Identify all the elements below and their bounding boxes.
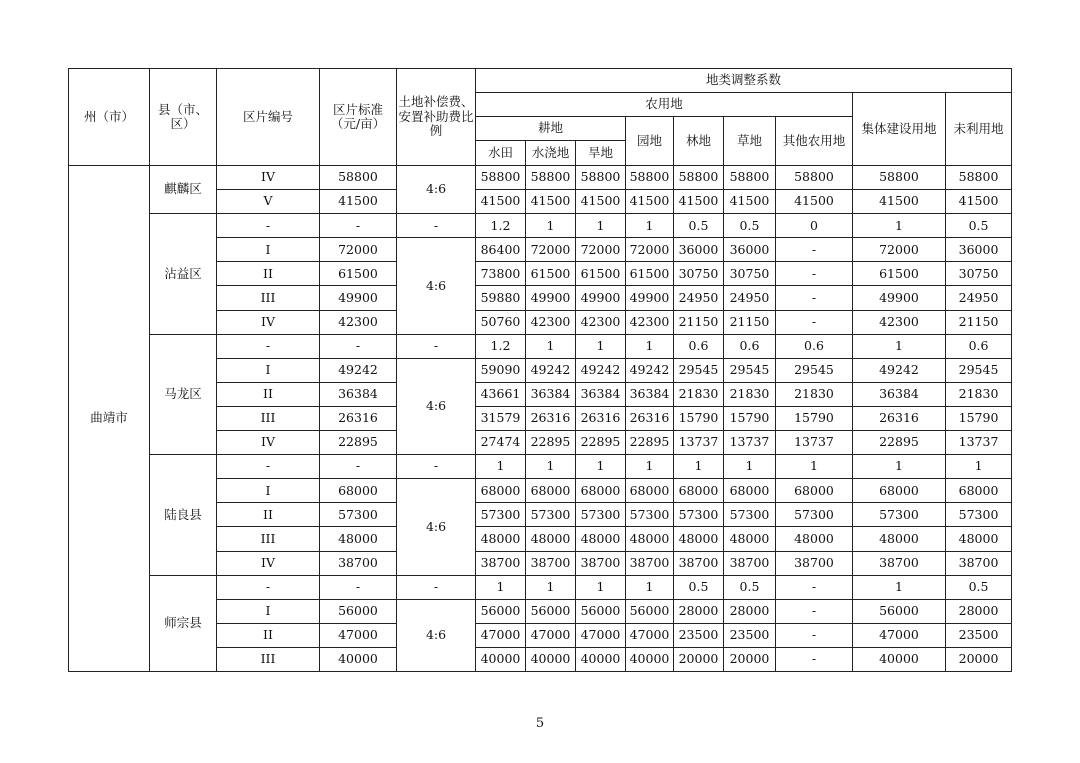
value-cell: 1 [576, 334, 626, 358]
value-cell: 36000 [946, 238, 1012, 262]
header-dry: 旱地 [576, 141, 626, 166]
value-cell: 58800 [626, 166, 674, 190]
value-cell: 47000 [626, 623, 674, 647]
value-cell: 42300 [853, 310, 946, 334]
piece-id-cell: III [217, 406, 320, 430]
value-cell: 58800 [674, 166, 724, 190]
header-forest: 林地 [674, 117, 724, 166]
value-cell: 58800 [576, 166, 626, 190]
value-cell: 0 [776, 214, 853, 238]
value-cell: 26316 [626, 406, 674, 430]
value-cell: 1 [674, 455, 724, 479]
value-cell: 50760 [476, 310, 526, 334]
standard-cell: 41500 [320, 190, 397, 214]
piece-id-cell: I [217, 238, 320, 262]
piece-id-cell: III [217, 647, 320, 671]
header-other-agri: 其他农用地 [776, 117, 853, 166]
value-cell: 42300 [526, 310, 576, 334]
value-cell: 57300 [776, 503, 853, 527]
value-cell: 28000 [946, 599, 1012, 623]
value-cell: 42300 [576, 310, 626, 334]
value-cell: 68000 [476, 479, 526, 503]
value-cell: 56000 [526, 599, 576, 623]
value-cell: 41500 [853, 190, 946, 214]
value-cell: 68000 [526, 479, 576, 503]
value-cell: 41500 [626, 190, 674, 214]
value-cell: 47000 [576, 623, 626, 647]
ratio-cell: 4:6 [397, 166, 476, 214]
piece-id-cell: II [217, 382, 320, 406]
header-paddy: 水田 [476, 141, 526, 166]
value-cell: - [776, 286, 853, 310]
value-cell: 57300 [626, 503, 674, 527]
value-cell: 72000 [576, 238, 626, 262]
value-cell: 1 [724, 455, 776, 479]
standard-cell: 49900 [320, 286, 397, 310]
value-cell: 1 [626, 455, 674, 479]
value-cell: 0.5 [724, 575, 776, 599]
table-body [69, 166, 1012, 672]
value-cell: 61500 [853, 262, 946, 286]
header-garden: 园地 [626, 117, 674, 166]
value-cell: 21150 [724, 310, 776, 334]
value-cell: 26316 [526, 406, 576, 430]
value-cell: 68000 [674, 479, 724, 503]
standard-cell: - [320, 575, 397, 599]
value-cell: 1 [853, 575, 946, 599]
value-cell: 29545 [946, 358, 1012, 382]
city-cell: 曲靖市 [69, 166, 150, 672]
district-cell: 马龙区 [150, 334, 217, 454]
piece-id-cell: I [217, 599, 320, 623]
value-cell: 1 [853, 334, 946, 358]
piece-id-cell: IV [217, 551, 320, 575]
value-cell: 0.6 [674, 334, 724, 358]
value-cell: 1 [576, 455, 626, 479]
header-piece-no: 区片编号 [217, 69, 320, 166]
standard-cell: 38700 [320, 551, 397, 575]
value-cell: 15790 [724, 406, 776, 430]
value-cell: 1.2 [476, 334, 526, 358]
district-cell: 沾益区 [150, 214, 217, 334]
piece-id-cell: V [217, 190, 320, 214]
coefficient-row [69, 214, 1012, 238]
header-ratio: 土地补偿费、安置补助费比例 [397, 69, 476, 166]
header-land-coeff: 地类调整系数 [476, 69, 1012, 93]
value-cell: 29545 [724, 358, 776, 382]
value-cell: 56000 [626, 599, 674, 623]
standard-cell: - [320, 214, 397, 238]
value-cell: 29545 [776, 358, 853, 382]
piece-id-cell: II [217, 623, 320, 647]
value-cell: 49242 [853, 358, 946, 382]
piece-id-cell: - [217, 575, 320, 599]
value-cell: 41500 [724, 190, 776, 214]
value-cell: 26316 [576, 406, 626, 430]
value-cell: 13737 [776, 431, 853, 455]
value-cell: 40000 [853, 647, 946, 671]
value-cell: 36000 [674, 238, 724, 262]
value-cell: 68000 [946, 479, 1012, 503]
value-cell: 59880 [476, 286, 526, 310]
value-cell: 1 [576, 214, 626, 238]
value-cell: 48000 [476, 527, 526, 551]
value-cell: 13737 [724, 431, 776, 455]
value-cell: 0.6 [946, 334, 1012, 358]
piece-id-cell: - [217, 334, 320, 358]
standard-cell: - [320, 455, 397, 479]
value-cell: 48000 [946, 527, 1012, 551]
value-cell: 57300 [724, 503, 776, 527]
value-cell: 48000 [776, 527, 853, 551]
header-xian: 县（市、区） [150, 69, 217, 166]
value-cell: 0.5 [946, 575, 1012, 599]
header-agri: 农用地 [476, 93, 853, 117]
compensation-table [68, 68, 1012, 672]
piece-id-cell: II [217, 503, 320, 527]
value-cell: 40000 [476, 647, 526, 671]
standard-cell: 68000 [320, 479, 397, 503]
value-cell: 36000 [724, 238, 776, 262]
ratio-cell: - [397, 575, 476, 599]
value-cell: 57300 [853, 503, 946, 527]
value-cell: - [776, 575, 853, 599]
value-cell: 49900 [526, 286, 576, 310]
value-cell: 68000 [776, 479, 853, 503]
value-cell: 20000 [946, 647, 1012, 671]
value-cell: 38700 [526, 551, 576, 575]
standard-cell: 56000 [320, 599, 397, 623]
value-cell: 56000 [853, 599, 946, 623]
header-standard: 区片标准（元/亩） [320, 69, 397, 166]
value-cell: 24950 [724, 286, 776, 310]
value-cell: 22895 [853, 431, 946, 455]
header-zhou: 州（市） [69, 69, 150, 166]
value-cell: 1 [576, 575, 626, 599]
piece-id-cell: II [217, 262, 320, 286]
value-cell: 43661 [476, 382, 526, 406]
value-cell: 23500 [724, 623, 776, 647]
value-cell: 20000 [674, 647, 724, 671]
value-cell: 48000 [576, 527, 626, 551]
value-cell: 1 [626, 575, 674, 599]
value-cell: 61500 [526, 262, 576, 286]
value-cell: 29545 [674, 358, 724, 382]
value-cell: 41500 [526, 190, 576, 214]
value-cell: 21150 [674, 310, 724, 334]
value-cell: 42300 [626, 310, 674, 334]
value-cell: 48000 [724, 527, 776, 551]
value-cell: 21830 [674, 382, 724, 406]
value-cell: 41500 [674, 190, 724, 214]
value-cell: 36384 [576, 382, 626, 406]
value-cell: 36384 [853, 382, 946, 406]
ratio-cell: - [397, 214, 476, 238]
value-cell: 15790 [776, 406, 853, 430]
value-cell: 22895 [626, 431, 674, 455]
value-cell: 40000 [526, 647, 576, 671]
value-cell: 22895 [526, 431, 576, 455]
standard-cell: 72000 [320, 238, 397, 262]
piece-id-cell: III [217, 286, 320, 310]
value-cell: 61500 [576, 262, 626, 286]
value-cell: 47000 [526, 623, 576, 647]
ratio-cell: 4:6 [397, 599, 476, 671]
value-cell: 40000 [626, 647, 674, 671]
value-cell: 58800 [946, 166, 1012, 190]
value-cell: 49900 [626, 286, 674, 310]
value-cell: 49900 [576, 286, 626, 310]
value-cell: 36384 [526, 382, 576, 406]
value-cell: 49242 [526, 358, 576, 382]
value-cell: 26316 [853, 406, 946, 430]
value-cell: 30750 [724, 262, 776, 286]
value-cell: 68000 [576, 479, 626, 503]
value-cell: 13737 [946, 431, 1012, 455]
value-cell: 38700 [776, 551, 853, 575]
value-cell: 58800 [776, 166, 853, 190]
value-cell: 28000 [724, 599, 776, 623]
piece-id-cell: IV [217, 431, 320, 455]
value-cell: 31579 [476, 406, 526, 430]
value-cell: 13737 [674, 431, 724, 455]
value-cell: 0.5 [674, 214, 724, 238]
value-cell: - [776, 647, 853, 671]
standard-cell: 61500 [320, 262, 397, 286]
value-cell: 61500 [626, 262, 674, 286]
standard-cell: 57300 [320, 503, 397, 527]
value-cell: 22895 [576, 431, 626, 455]
value-cell: 1.2 [476, 214, 526, 238]
value-cell: 49242 [626, 358, 674, 382]
value-cell: 0.5 [946, 214, 1012, 238]
value-cell: 38700 [724, 551, 776, 575]
value-cell: 15790 [674, 406, 724, 430]
piece-id-cell: I [217, 479, 320, 503]
value-cell: 21830 [724, 382, 776, 406]
header-unused: 未利用地 [946, 93, 1012, 166]
standard-cell: - [320, 334, 397, 358]
standard-cell: 49242 [320, 358, 397, 382]
value-cell: 47000 [476, 623, 526, 647]
value-cell: 48000 [674, 527, 724, 551]
value-cell: 20000 [724, 647, 776, 671]
value-cell: - [776, 262, 853, 286]
value-cell: 23500 [674, 623, 724, 647]
standard-cell: 40000 [320, 647, 397, 671]
value-cell: 68000 [853, 479, 946, 503]
value-cell: - [776, 599, 853, 623]
ratio-cell: 4:6 [397, 358, 476, 454]
value-cell: 24950 [674, 286, 724, 310]
value-cell: 1 [853, 455, 946, 479]
value-cell: 1 [526, 455, 576, 479]
value-cell: 1 [626, 334, 674, 358]
value-cell: - [776, 310, 853, 334]
standard-cell: 47000 [320, 623, 397, 647]
standard-cell: 36384 [320, 382, 397, 406]
value-cell: 72000 [526, 238, 576, 262]
value-cell: 48000 [853, 527, 946, 551]
value-cell: 68000 [724, 479, 776, 503]
value-cell: 56000 [576, 599, 626, 623]
value-cell: 1 [526, 334, 576, 358]
coefficient-row [69, 455, 1012, 479]
value-cell: 15790 [946, 406, 1012, 430]
value-cell: 1 [476, 455, 526, 479]
value-cell: 56000 [476, 599, 526, 623]
value-cell: 86400 [476, 238, 526, 262]
value-cell: 41500 [476, 190, 526, 214]
value-cell: 38700 [946, 551, 1012, 575]
value-cell: 1 [526, 575, 576, 599]
value-cell: 36384 [626, 382, 674, 406]
header-irrigated: 水浇地 [526, 141, 576, 166]
standard-cell: 26316 [320, 406, 397, 430]
value-cell: 21150 [946, 310, 1012, 334]
value-cell: 58800 [853, 166, 946, 190]
value-cell: 1 [526, 214, 576, 238]
district-cell: 陆良县 [150, 455, 217, 575]
value-cell: - [776, 623, 853, 647]
district-cell: 师宗县 [150, 575, 217, 671]
standard-cell: 22895 [320, 431, 397, 455]
value-cell: 41500 [946, 190, 1012, 214]
value-cell: 30750 [946, 262, 1012, 286]
value-cell: 21830 [776, 382, 853, 406]
coefficient-row [69, 334, 1012, 358]
value-cell: 0.6 [776, 334, 853, 358]
value-cell: 38700 [476, 551, 526, 575]
value-cell: 24950 [946, 286, 1012, 310]
value-cell: 40000 [576, 647, 626, 671]
value-cell: 57300 [946, 503, 1012, 527]
value-cell: 0.6 [724, 334, 776, 358]
value-cell: 48000 [626, 527, 674, 551]
standard-cell: 58800 [320, 166, 397, 190]
ratio-cell: 4:6 [397, 238, 476, 334]
table-row [69, 166, 1012, 190]
value-cell: 1 [946, 455, 1012, 479]
value-cell: 59090 [476, 358, 526, 382]
standard-cell: 42300 [320, 310, 397, 334]
value-cell: 21830 [946, 382, 1012, 406]
piece-id-cell: IV [217, 310, 320, 334]
value-cell: - [776, 238, 853, 262]
value-cell: 38700 [674, 551, 724, 575]
district-cell: 麒麟区 [150, 166, 217, 214]
piece-id-cell: - [217, 455, 320, 479]
value-cell: 68000 [626, 479, 674, 503]
value-cell: 23500 [946, 623, 1012, 647]
value-cell: 58800 [724, 166, 776, 190]
value-cell: 57300 [476, 503, 526, 527]
value-cell: 58800 [476, 166, 526, 190]
value-cell: 49242 [576, 358, 626, 382]
value-cell: 57300 [674, 503, 724, 527]
ratio-cell: - [397, 334, 476, 358]
value-cell: 28000 [674, 599, 724, 623]
value-cell: 41500 [576, 190, 626, 214]
coefficient-row [69, 575, 1012, 599]
value-cell: 41500 [776, 190, 853, 214]
piece-id-cell: III [217, 527, 320, 551]
value-cell: 47000 [853, 623, 946, 647]
header-arable: 耕地 [476, 117, 626, 141]
value-cell: 72000 [626, 238, 674, 262]
value-cell: 57300 [526, 503, 576, 527]
value-cell: 72000 [853, 238, 946, 262]
value-cell: 1 [476, 575, 526, 599]
page-number: 5 [535, 716, 545, 731]
header-grass: 草地 [724, 117, 776, 166]
value-cell: 48000 [526, 527, 576, 551]
value-cell: 30750 [674, 262, 724, 286]
value-cell: 57300 [576, 503, 626, 527]
piece-id-cell: - [217, 214, 320, 238]
ratio-cell: 4:6 [397, 479, 476, 575]
value-cell: 38700 [576, 551, 626, 575]
value-cell: 58800 [526, 166, 576, 190]
value-cell: 73800 [476, 262, 526, 286]
value-cell: 1 [853, 214, 946, 238]
value-cell: 27474 [476, 431, 526, 455]
ratio-cell: - [397, 455, 476, 479]
value-cell: 0.5 [674, 575, 724, 599]
header-collective: 集体建设用地 [853, 93, 946, 166]
piece-id-cell: I [217, 358, 320, 382]
standard-cell: 48000 [320, 527, 397, 551]
value-cell: 38700 [853, 551, 946, 575]
value-cell: 49900 [853, 286, 946, 310]
value-cell: 1 [776, 455, 853, 479]
value-cell: 0.5 [724, 214, 776, 238]
value-cell: 1 [626, 214, 674, 238]
value-cell: 38700 [626, 551, 674, 575]
piece-id-cell: IV [217, 166, 320, 190]
